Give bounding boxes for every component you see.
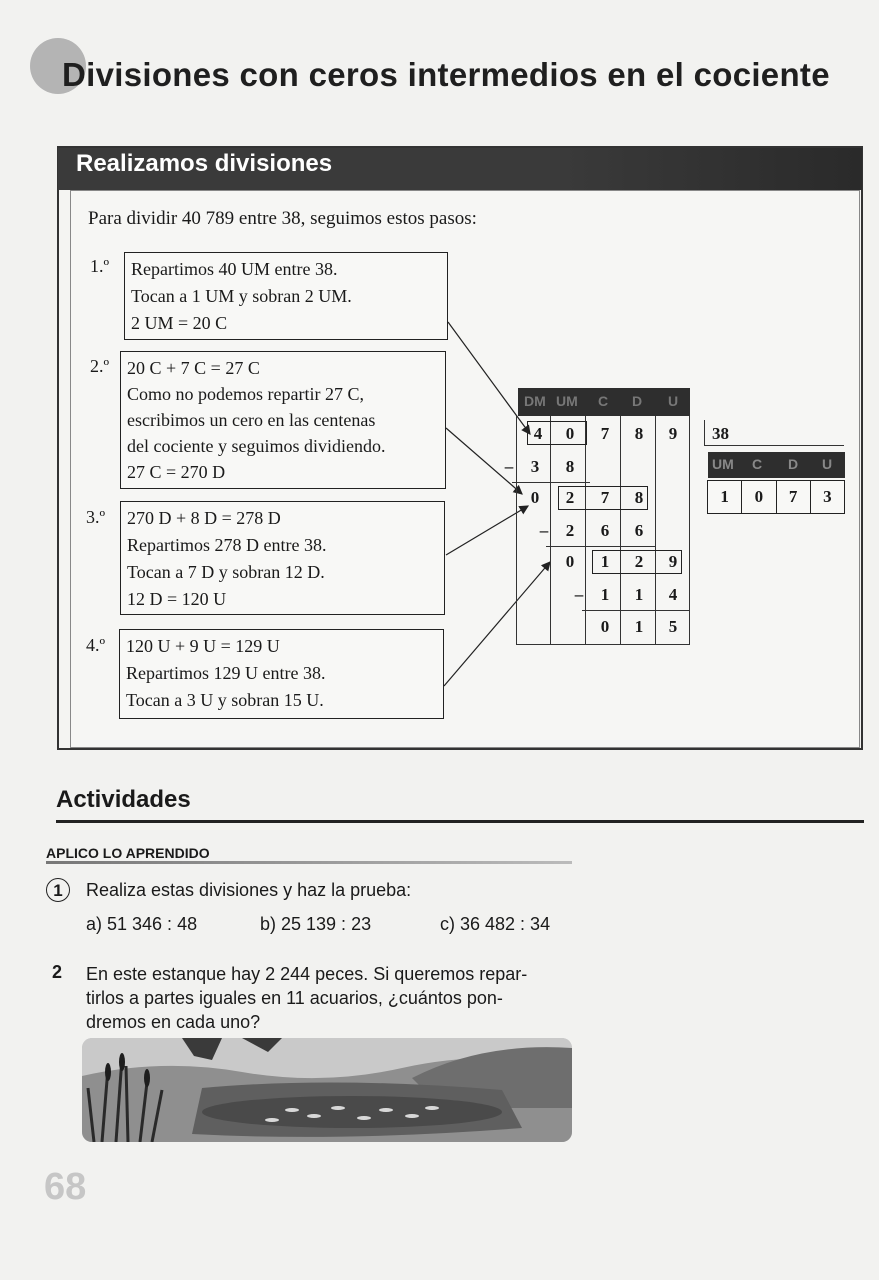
activities-subtitle-rule (46, 861, 572, 864)
remainder-3-digit: 0 (600, 617, 610, 636)
step-3-line: 270 D + 8 D = 278 D (127, 508, 281, 528)
quotient-digit: 7 (777, 481, 811, 513)
activities-rule (56, 820, 864, 823)
subtract-3-digit: 1 (600, 585, 610, 604)
arrow-step-1 (448, 322, 530, 434)
activity-2-text (86, 962, 527, 1034)
subtract-2-digit: 6 (634, 521, 644, 540)
remainder-2-digit: 1 (600, 552, 610, 571)
quotient-label-d: D (788, 456, 799, 472)
quotient-digit: 3 (823, 487, 832, 506)
place-label-u: U (668, 393, 679, 409)
activity-1-number: 1 (46, 878, 70, 902)
column-bottom-line (516, 644, 690, 645)
place-label-d: D (632, 393, 643, 409)
minus-sign: – (504, 457, 514, 476)
activity-2-line: En este estanque hay 2 244 peces. Si queremos repar- (86, 964, 528, 984)
place-label-dm: DM (524, 393, 546, 409)
remainder-2-digit: 9 (668, 552, 678, 571)
dividend-digit: 9 (668, 424, 678, 443)
section-intro: Para dividir 40 789 entre 38, seguimos estos pasos: (88, 208, 477, 229)
activity-1-part-a: a) 51 346 : 48 (86, 914, 198, 934)
remainder-3-digit: 5 (668, 617, 678, 636)
place-label-um: UM (556, 393, 578, 409)
activity-1-part-c: c) 36 482 : 34 (440, 914, 551, 934)
subtract-3-digit: 1 (634, 585, 644, 604)
divisor-bracket-horizontal (704, 445, 844, 446)
pond-image (82, 1038, 572, 1142)
place-label-c: C (598, 393, 609, 409)
step-1-number: 1.º (90, 256, 110, 276)
step-4-line: Tocan a 3 U y sobran 15 U. (126, 690, 324, 710)
activity-2-line: dremos en cada uno? (86, 1012, 261, 1032)
dividend-digit: 0 (565, 424, 575, 443)
step-1-line: Repartimos 40 UM entre 38. (131, 259, 338, 279)
step-2-line: Como no podemos repartir 27 C, (127, 384, 364, 404)
dividend-digit: 7 (600, 424, 610, 443)
step-4-line: 120 U + 9 U = 129 U (126, 636, 280, 656)
minus-sign: – (574, 585, 584, 604)
pond-illustration (82, 1038, 572, 1142)
subtract-1-digit: 8 (565, 457, 575, 476)
section-title: Realizamos divisiones (76, 150, 333, 177)
subtract-1-digit: 3 (530, 457, 540, 476)
activity-1-text: Realiza estas divisiones y haz la prueba: (86, 880, 412, 900)
subtract-1-rule (512, 482, 590, 483)
quotient-label-um: UM (712, 456, 734, 472)
remainder-1-digit: 0 (530, 488, 540, 507)
subtract-2-digit: 2 (565, 521, 575, 540)
quotient-label-u: U (822, 456, 833, 472)
step-4-line: Repartimos 129 U entre 38. (126, 663, 326, 683)
remainder-1-digit: 2 (565, 488, 575, 507)
step-1-line: 2 UM = 20 C (131, 313, 228, 333)
quotient-grid (707, 480, 845, 514)
activities-title: Actividades (56, 786, 191, 813)
subtract-2-digit: 6 (600, 521, 610, 540)
step-3-line: 12 D = 120 U (127, 589, 227, 609)
step-2-line: del cociente y seguimos dividiendo. (127, 436, 386, 456)
quotient-label-c: C (752, 456, 763, 472)
step-3-line: Repartimos 278 D entre 38. (127, 535, 327, 555)
minus-sign: – (539, 521, 549, 540)
subtract-3-rule (582, 610, 690, 611)
step-4-number: 4.º (86, 635, 106, 655)
remainder-2-digit: 2 (634, 552, 644, 571)
step-3-number: 3.º (86, 507, 106, 527)
dividend-digit: 4 (533, 424, 543, 443)
page-number: 68 (44, 1166, 87, 1208)
dividend-digit: 8 (634, 424, 644, 443)
remainder-1-digit: 7 (600, 488, 610, 507)
activity-2-number: 2 (52, 962, 63, 982)
remainder-1-digit: 8 (634, 488, 644, 507)
page-title: Divisiones con ceros intermedios en el cociente (62, 56, 830, 93)
subtract-3-digit: 4 (668, 585, 678, 604)
quotient-digit: 0 (742, 481, 776, 513)
activities-subtitle: APLICO LO APRENDIDO (46, 845, 210, 861)
arrow-step-4 (444, 562, 550, 686)
step-1-line: Tocan a 1 UM y sobran 2 UM. (131, 286, 352, 306)
activity-2-line: tirlos a partes iguales en 11 acuarios, ¿cuántos pon- (86, 988, 503, 1008)
activity-1-part-b: b) 25 139 : 23 (260, 914, 372, 934)
column-line (516, 416, 517, 644)
step-2-line: 20 C + 7 C = 27 C (127, 358, 260, 378)
quotient-digit: 1 (708, 481, 742, 513)
divisor-bracket-vertical (704, 420, 705, 446)
divisor: 38 (712, 424, 729, 443)
remainder-3-digit: 1 (634, 617, 644, 636)
step-2-number: 2.º (90, 356, 110, 376)
subtract-2-rule (546, 546, 656, 547)
step-2-line: 27 C = 270 D (127, 462, 226, 482)
step-2-line: escribimos un cero en las centenas (127, 410, 376, 430)
step-3-line: Tocan a 7 D y sobran 12 D. (127, 562, 325, 582)
remainder-2-digit: 0 (565, 552, 575, 571)
